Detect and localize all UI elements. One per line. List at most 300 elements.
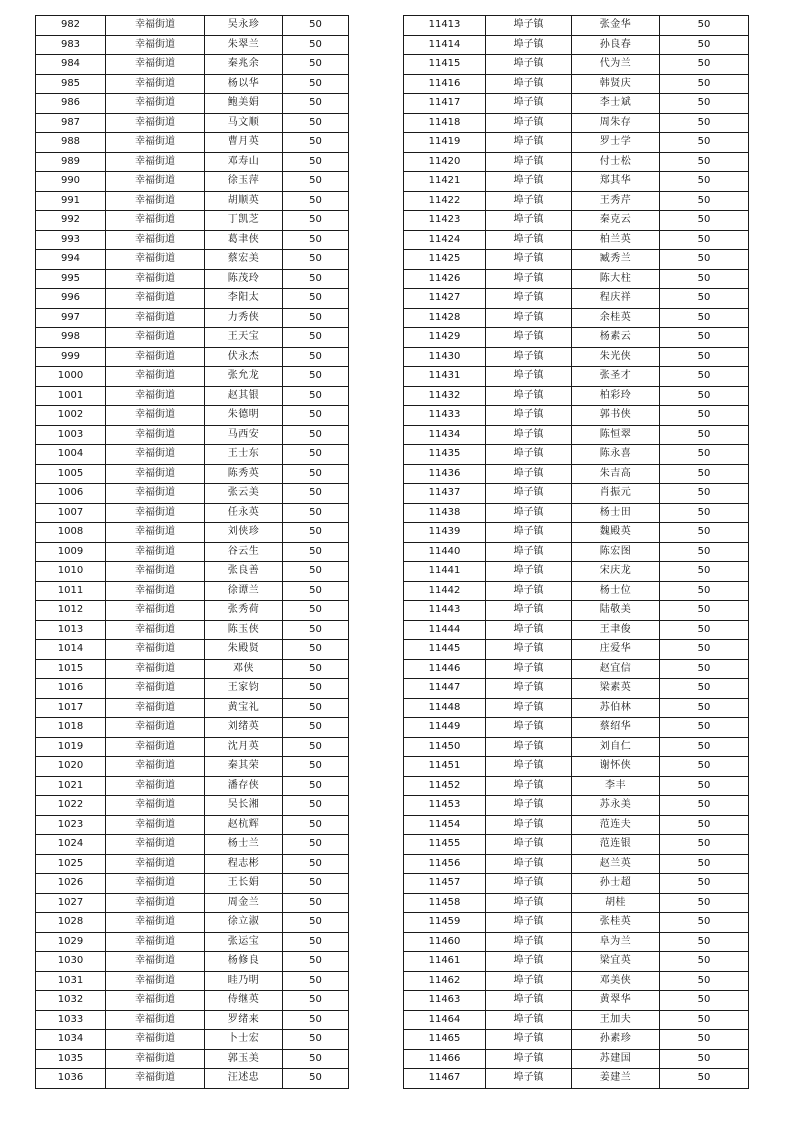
table-row bbox=[404, 562, 749, 582]
row-number-cell: 11447 bbox=[404, 679, 486, 699]
district-cell: 埠子镇 bbox=[486, 269, 572, 289]
name-cell: 邓美侠 bbox=[572, 971, 660, 991]
name-cell: 陈宏图 bbox=[572, 542, 660, 562]
name-cell: 眭乃明 bbox=[205, 971, 283, 991]
amount-cell: 50 bbox=[660, 757, 749, 777]
table-row bbox=[36, 35, 349, 55]
table-row bbox=[36, 74, 349, 94]
table-row bbox=[36, 796, 349, 816]
district-cell: 幸福街道 bbox=[106, 289, 205, 309]
name-cell: 张圣才 bbox=[572, 367, 660, 387]
name-cell: 罗绪来 bbox=[205, 1010, 283, 1030]
district-cell: 埠子镇 bbox=[486, 74, 572, 94]
table-row bbox=[36, 347, 349, 367]
name-cell: 赵宜信 bbox=[572, 659, 660, 679]
district-cell: 埠子镇 bbox=[486, 367, 572, 387]
name-cell: 郭书侠 bbox=[572, 406, 660, 426]
row-number-cell: 11430 bbox=[404, 347, 486, 367]
amount-cell: 50 bbox=[283, 932, 349, 952]
district-cell: 幸福街道 bbox=[106, 503, 205, 523]
name-cell: 马文顺 bbox=[205, 113, 283, 133]
name-cell: 鲍美娟 bbox=[205, 94, 283, 114]
table-row bbox=[36, 815, 349, 835]
amount-cell: 50 bbox=[283, 562, 349, 582]
table-row bbox=[36, 1010, 349, 1030]
name-cell: 庄爱华 bbox=[572, 640, 660, 660]
district-cell: 幸福街道 bbox=[106, 94, 205, 114]
row-number-cell: 11426 bbox=[404, 269, 486, 289]
district-cell: 埠子镇 bbox=[486, 620, 572, 640]
name-cell: 程志彬 bbox=[205, 854, 283, 874]
amount-cell: 50 bbox=[283, 406, 349, 426]
name-cell: 胡桂 bbox=[572, 893, 660, 913]
amount-cell: 50 bbox=[283, 289, 349, 309]
district-cell: 幸福街道 bbox=[106, 269, 205, 289]
amount-cell: 50 bbox=[660, 230, 749, 250]
amount-cell: 50 bbox=[660, 1069, 749, 1089]
table-row bbox=[36, 250, 349, 270]
table-row bbox=[36, 581, 349, 601]
row-number-cell: 1016 bbox=[36, 679, 106, 699]
table-row bbox=[36, 16, 349, 36]
district-cell: 幸福街道 bbox=[106, 601, 205, 621]
district-cell: 幸福街道 bbox=[106, 230, 205, 250]
name-cell: 徐谭兰 bbox=[205, 581, 283, 601]
district-cell: 埠子镇 bbox=[486, 347, 572, 367]
table-row bbox=[36, 269, 349, 289]
name-cell: 张金华 bbox=[572, 16, 660, 36]
district-cell: 埠子镇 bbox=[486, 230, 572, 250]
table-row bbox=[404, 94, 749, 114]
row-number-cell: 1007 bbox=[36, 503, 106, 523]
amount-cell: 50 bbox=[283, 640, 349, 660]
district-cell: 埠子镇 bbox=[486, 16, 572, 36]
district-cell: 埠子镇 bbox=[486, 854, 572, 874]
name-cell: 蔡宏美 bbox=[205, 250, 283, 270]
row-number-cell: 11466 bbox=[404, 1049, 486, 1069]
district-cell: 幸福街道 bbox=[106, 796, 205, 816]
row-number-cell: 1033 bbox=[36, 1010, 106, 1030]
amount-cell: 50 bbox=[283, 152, 349, 172]
name-cell: 郭玉美 bbox=[205, 1049, 283, 1069]
amount-cell: 50 bbox=[660, 523, 749, 543]
district-cell: 埠子镇 bbox=[486, 1010, 572, 1030]
amount-cell: 50 bbox=[283, 55, 349, 75]
table-row bbox=[36, 952, 349, 972]
row-number-cell: 11425 bbox=[404, 250, 486, 270]
table-row bbox=[404, 211, 749, 231]
name-cell: 赵兰英 bbox=[572, 854, 660, 874]
row-number-cell: 1019 bbox=[36, 737, 106, 757]
row-number-cell: 11421 bbox=[404, 172, 486, 192]
amount-cell: 50 bbox=[283, 386, 349, 406]
name-cell: 杨修良 bbox=[205, 952, 283, 972]
row-number-cell: 11455 bbox=[404, 835, 486, 855]
district-cell: 幸福街道 bbox=[106, 386, 205, 406]
district-cell: 埠子镇 bbox=[486, 445, 572, 465]
name-cell: 罗士学 bbox=[572, 133, 660, 153]
table-row bbox=[404, 464, 749, 484]
name-cell: 秦其荣 bbox=[205, 757, 283, 777]
amount-cell: 50 bbox=[283, 835, 349, 855]
district-cell: 埠子镇 bbox=[486, 133, 572, 153]
row-number-cell: 11422 bbox=[404, 191, 486, 211]
table-row bbox=[404, 503, 749, 523]
amount-cell: 50 bbox=[660, 289, 749, 309]
district-cell: 幸福街道 bbox=[106, 620, 205, 640]
table-row bbox=[404, 1069, 749, 1089]
name-cell: 葛聿侠 bbox=[205, 230, 283, 250]
name-cell: 王士东 bbox=[205, 445, 283, 465]
row-number-cell: 11453 bbox=[404, 796, 486, 816]
table-row bbox=[36, 659, 349, 679]
table-row bbox=[36, 698, 349, 718]
table-row bbox=[404, 991, 749, 1011]
district-cell: 埠子镇 bbox=[486, 893, 572, 913]
row-number-cell: 11414 bbox=[404, 35, 486, 55]
district-cell: 埠子镇 bbox=[486, 250, 572, 270]
amount-cell: 50 bbox=[660, 542, 749, 562]
row-number-cell: 11432 bbox=[404, 386, 486, 406]
amount-cell: 50 bbox=[283, 269, 349, 289]
table-row bbox=[404, 971, 749, 991]
row-number-cell: 11445 bbox=[404, 640, 486, 660]
row-number-cell: 992 bbox=[36, 211, 106, 231]
district-cell: 埠子镇 bbox=[486, 94, 572, 114]
row-number-cell: 11428 bbox=[404, 308, 486, 328]
amount-cell: 50 bbox=[660, 776, 749, 796]
name-cell: 王长娟 bbox=[205, 874, 283, 894]
row-number-cell: 1005 bbox=[36, 464, 106, 484]
row-number-cell: 11416 bbox=[404, 74, 486, 94]
table-row bbox=[404, 367, 749, 387]
table-row bbox=[36, 367, 349, 387]
district-cell: 埠子镇 bbox=[486, 562, 572, 582]
table-row bbox=[404, 113, 749, 133]
row-number-cell: 986 bbox=[36, 94, 106, 114]
name-cell: 陈玉侠 bbox=[205, 620, 283, 640]
amount-cell: 50 bbox=[283, 913, 349, 933]
amount-cell: 50 bbox=[283, 620, 349, 640]
district-cell: 幸福街道 bbox=[106, 971, 205, 991]
table-row bbox=[404, 659, 749, 679]
amount-cell: 50 bbox=[660, 347, 749, 367]
table-row bbox=[36, 835, 349, 855]
row-number-cell: 998 bbox=[36, 328, 106, 348]
amount-cell: 50 bbox=[660, 835, 749, 855]
name-cell: 曹月英 bbox=[205, 133, 283, 153]
district-cell: 埠子镇 bbox=[486, 113, 572, 133]
name-cell: 王家钧 bbox=[205, 679, 283, 699]
name-cell: 朱光侠 bbox=[572, 347, 660, 367]
name-cell: 王聿俊 bbox=[572, 620, 660, 640]
table-row bbox=[404, 74, 749, 94]
amount-cell: 50 bbox=[283, 74, 349, 94]
amount-cell: 50 bbox=[283, 542, 349, 562]
table-row bbox=[36, 94, 349, 114]
amount-cell: 50 bbox=[283, 581, 349, 601]
amount-cell: 50 bbox=[660, 191, 749, 211]
row-number-cell: 996 bbox=[36, 289, 106, 309]
amount-cell: 50 bbox=[283, 698, 349, 718]
row-number-cell: 1008 bbox=[36, 523, 106, 543]
district-cell: 埠子镇 bbox=[486, 464, 572, 484]
table-row bbox=[36, 542, 349, 562]
amount-cell: 50 bbox=[660, 35, 749, 55]
table-row bbox=[404, 913, 749, 933]
table-row bbox=[404, 757, 749, 777]
row-number-cell: 1000 bbox=[36, 367, 106, 387]
district-cell: 幸福街道 bbox=[106, 1010, 205, 1030]
row-number-cell: 11440 bbox=[404, 542, 486, 562]
district-cell: 埠子镇 bbox=[486, 581, 572, 601]
amount-cell: 50 bbox=[660, 932, 749, 952]
row-number-cell: 11419 bbox=[404, 133, 486, 153]
name-cell: 范连夫 bbox=[572, 815, 660, 835]
amount-cell: 50 bbox=[660, 152, 749, 172]
row-number-cell: 11433 bbox=[404, 406, 486, 426]
district-cell: 幸福街道 bbox=[106, 55, 205, 75]
district-cell: 幸福街道 bbox=[106, 211, 205, 231]
row-number-cell: 11464 bbox=[404, 1010, 486, 1030]
table-row bbox=[36, 55, 349, 75]
amount-cell: 50 bbox=[283, 464, 349, 484]
amount-cell: 50 bbox=[283, 523, 349, 543]
table-row bbox=[404, 523, 749, 543]
table-row bbox=[404, 425, 749, 445]
amount-cell: 50 bbox=[283, 308, 349, 328]
row-number-cell: 11437 bbox=[404, 484, 486, 504]
row-number-cell: 1010 bbox=[36, 562, 106, 582]
name-cell: 蔡绍华 bbox=[572, 718, 660, 738]
amount-cell: 50 bbox=[283, 94, 349, 114]
amount-cell: 50 bbox=[660, 211, 749, 231]
name-cell: 魏殿英 bbox=[572, 523, 660, 543]
district-cell: 埠子镇 bbox=[486, 1030, 572, 1050]
amount-cell: 50 bbox=[660, 737, 749, 757]
name-cell: 汪述忠 bbox=[205, 1069, 283, 1089]
name-cell: 韩贤庆 bbox=[572, 74, 660, 94]
row-number-cell: 11448 bbox=[404, 698, 486, 718]
amount-cell: 50 bbox=[660, 133, 749, 153]
table-row bbox=[404, 601, 749, 621]
amount-cell: 50 bbox=[660, 991, 749, 1011]
district-cell: 埠子镇 bbox=[486, 542, 572, 562]
district-cell: 幸福街道 bbox=[106, 172, 205, 192]
district-cell: 幸福街道 bbox=[106, 835, 205, 855]
row-number-cell: 11415 bbox=[404, 55, 486, 75]
name-cell: 宋庆龙 bbox=[572, 562, 660, 582]
amount-cell: 50 bbox=[283, 367, 349, 387]
district-cell: 埠子镇 bbox=[486, 913, 572, 933]
name-cell: 力秀侠 bbox=[205, 308, 283, 328]
amount-cell: 50 bbox=[660, 464, 749, 484]
name-cell: 朱翠兰 bbox=[205, 35, 283, 55]
district-cell: 幸福街道 bbox=[106, 133, 205, 153]
row-number-cell: 989 bbox=[36, 152, 106, 172]
table-row bbox=[404, 620, 749, 640]
amount-cell: 50 bbox=[660, 971, 749, 991]
row-number-cell: 1006 bbox=[36, 484, 106, 504]
table-row bbox=[404, 191, 749, 211]
table-row bbox=[36, 1030, 349, 1050]
table-row bbox=[404, 874, 749, 894]
table-row bbox=[36, 308, 349, 328]
district-cell: 幸福街道 bbox=[106, 718, 205, 738]
amount-cell: 50 bbox=[660, 445, 749, 465]
district-cell: 幸福街道 bbox=[106, 776, 205, 796]
table-row bbox=[36, 932, 349, 952]
row-number-cell: 11420 bbox=[404, 152, 486, 172]
name-cell: 谢怀侠 bbox=[572, 757, 660, 777]
district-cell: 幸福街道 bbox=[106, 932, 205, 952]
table-row bbox=[404, 893, 749, 913]
amount-cell: 50 bbox=[283, 893, 349, 913]
amount-cell: 50 bbox=[660, 55, 749, 75]
row-number-cell: 1003 bbox=[36, 425, 106, 445]
amount-cell: 50 bbox=[283, 425, 349, 445]
table-row bbox=[404, 328, 749, 348]
district-cell: 幸福街道 bbox=[106, 893, 205, 913]
row-number-cell: 1025 bbox=[36, 854, 106, 874]
name-cell: 邓侠 bbox=[205, 659, 283, 679]
name-cell: 杨士田 bbox=[572, 503, 660, 523]
table-row bbox=[404, 1010, 749, 1030]
name-cell: 潘存侠 bbox=[205, 776, 283, 796]
name-cell: 马西安 bbox=[205, 425, 283, 445]
amount-cell: 50 bbox=[283, 796, 349, 816]
amount-cell: 50 bbox=[660, 16, 749, 36]
amount-cell: 50 bbox=[660, 698, 749, 718]
amount-cell: 50 bbox=[283, 445, 349, 465]
amount-cell: 50 bbox=[660, 581, 749, 601]
amount-cell: 50 bbox=[660, 74, 749, 94]
district-cell: 埠子镇 bbox=[486, 718, 572, 738]
district-cell: 幸福街道 bbox=[106, 1049, 205, 1069]
table-row bbox=[36, 640, 349, 660]
row-number-cell: 1018 bbox=[36, 718, 106, 738]
district-cell: 幸福街道 bbox=[106, 367, 205, 387]
table-row bbox=[404, 16, 749, 36]
name-cell: 侍继英 bbox=[205, 991, 283, 1011]
district-cell: 幸福街道 bbox=[106, 35, 205, 55]
name-cell: 谷云生 bbox=[205, 542, 283, 562]
amount-cell: 50 bbox=[660, 913, 749, 933]
row-number-cell: 1004 bbox=[36, 445, 106, 465]
row-number-cell: 11431 bbox=[404, 367, 486, 387]
district-cell: 幸福街道 bbox=[106, 952, 205, 972]
table-row bbox=[404, 55, 749, 75]
table-row bbox=[404, 1030, 749, 1050]
name-cell: 阜为兰 bbox=[572, 932, 660, 952]
name-cell: 杨素云 bbox=[572, 328, 660, 348]
district-cell: 幸福街道 bbox=[106, 854, 205, 874]
name-cell: 张良善 bbox=[205, 562, 283, 582]
district-cell: 幸福街道 bbox=[106, 406, 205, 426]
district-cell: 幸福街道 bbox=[106, 191, 205, 211]
table-row bbox=[404, 581, 749, 601]
table-row bbox=[36, 562, 349, 582]
name-cell: 孙士超 bbox=[572, 874, 660, 894]
name-cell: 丁凯芝 bbox=[205, 211, 283, 231]
row-number-cell: 1011 bbox=[36, 581, 106, 601]
name-cell: 伏永杰 bbox=[205, 347, 283, 367]
row-number-cell: 1028 bbox=[36, 913, 106, 933]
name-cell: 陈秀英 bbox=[205, 464, 283, 484]
row-number-cell: 11449 bbox=[404, 718, 486, 738]
amount-cell: 50 bbox=[283, 737, 349, 757]
row-number-cell: 984 bbox=[36, 55, 106, 75]
row-number-cell: 1021 bbox=[36, 776, 106, 796]
amount-cell: 50 bbox=[660, 386, 749, 406]
amount-cell: 50 bbox=[283, 328, 349, 348]
amount-cell: 50 bbox=[660, 952, 749, 972]
table-row bbox=[404, 776, 749, 796]
row-number-cell: 11465 bbox=[404, 1030, 486, 1050]
row-number-cell: 990 bbox=[36, 172, 106, 192]
name-cell: 吴长湘 bbox=[205, 796, 283, 816]
name-cell: 朱殿贤 bbox=[205, 640, 283, 660]
row-number-cell: 1034 bbox=[36, 1030, 106, 1050]
table-row bbox=[36, 523, 349, 543]
row-number-cell: 11434 bbox=[404, 425, 486, 445]
name-cell: 赵其银 bbox=[205, 386, 283, 406]
district-cell: 埠子镇 bbox=[486, 757, 572, 777]
row-number-cell: 1013 bbox=[36, 620, 106, 640]
table-row bbox=[404, 952, 749, 972]
row-number-cell: 994 bbox=[36, 250, 106, 270]
district-cell: 幸福街道 bbox=[106, 698, 205, 718]
name-cell: 刘绪英 bbox=[205, 718, 283, 738]
row-number-cell: 1020 bbox=[36, 757, 106, 777]
row-number-cell: 11467 bbox=[404, 1069, 486, 1089]
amount-cell: 50 bbox=[283, 133, 349, 153]
name-cell: 王加夫 bbox=[572, 1010, 660, 1030]
name-cell: 王秀芹 bbox=[572, 191, 660, 211]
district-cell: 幸福街道 bbox=[106, 913, 205, 933]
row-number-cell: 982 bbox=[36, 16, 106, 36]
row-number-cell: 993 bbox=[36, 230, 106, 250]
row-number-cell: 999 bbox=[36, 347, 106, 367]
row-number-cell: 983 bbox=[36, 35, 106, 55]
name-cell: 付士松 bbox=[572, 152, 660, 172]
amount-cell: 50 bbox=[660, 893, 749, 913]
table-row bbox=[36, 230, 349, 250]
row-number-cell: 988 bbox=[36, 133, 106, 153]
district-cell: 幸福街道 bbox=[106, 640, 205, 660]
table-row bbox=[404, 230, 749, 250]
name-cell: 赵杭辉 bbox=[205, 815, 283, 835]
district-cell: 幸福街道 bbox=[106, 464, 205, 484]
district-cell: 埠子镇 bbox=[486, 698, 572, 718]
name-cell: 李丰 bbox=[572, 776, 660, 796]
amount-cell: 50 bbox=[660, 425, 749, 445]
district-cell: 埠子镇 bbox=[486, 289, 572, 309]
row-number-cell: 1015 bbox=[36, 659, 106, 679]
table-row bbox=[36, 854, 349, 874]
district-cell: 埠子镇 bbox=[486, 172, 572, 192]
table-row bbox=[36, 386, 349, 406]
amount-cell: 50 bbox=[660, 620, 749, 640]
table-row bbox=[404, 406, 749, 426]
row-number-cell: 11442 bbox=[404, 581, 486, 601]
district-cell: 埠子镇 bbox=[486, 191, 572, 211]
name-cell: 梁素英 bbox=[572, 679, 660, 699]
table-row bbox=[404, 835, 749, 855]
amount-cell: 50 bbox=[283, 679, 349, 699]
amount-cell: 50 bbox=[660, 1049, 749, 1069]
amount-cell: 50 bbox=[283, 503, 349, 523]
